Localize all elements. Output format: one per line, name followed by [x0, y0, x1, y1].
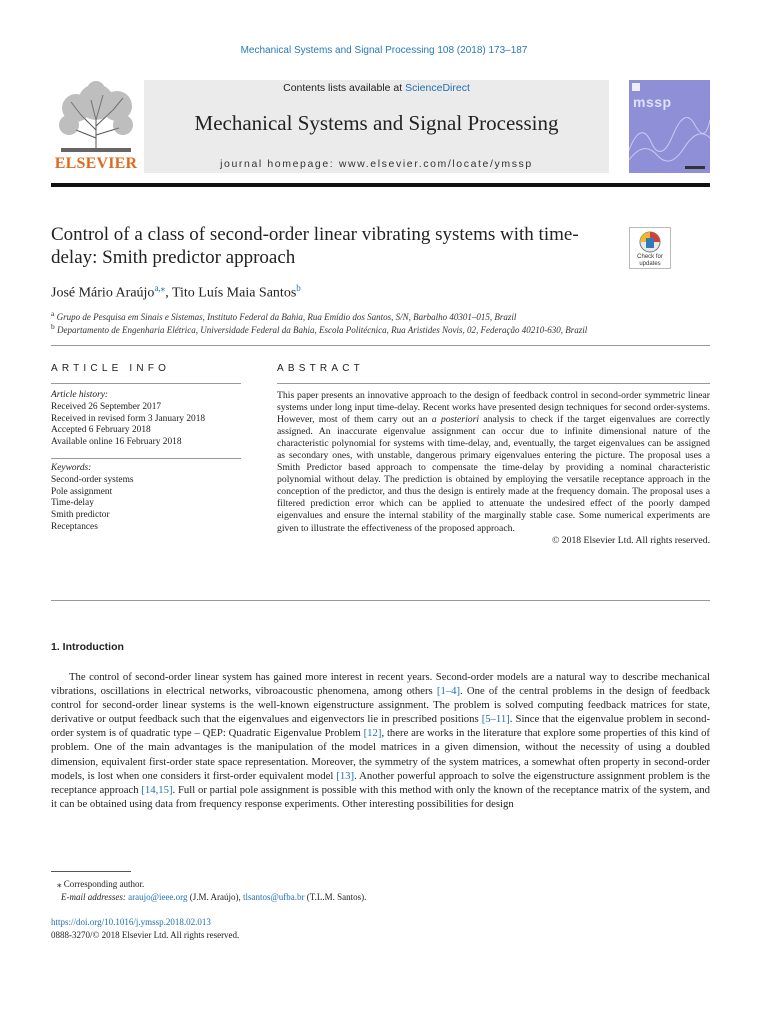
- header-rule: [51, 183, 710, 187]
- affiliation-a: $^a$ Grupo de Pesquisa em Sinais e Sistemas, Instituto Federal da Bahia, Rua Emídio dos Santos, S/N, Barbalho 40301–015, Brazil: [51, 309, 517, 322]
- author-name[interactable]: José Mário Araújo: [51, 285, 155, 301]
- doi-block: [51, 916, 239, 941]
- footnote-rule: [51, 871, 131, 872]
- author-affil-mark[interactable]: a,⁎: [154, 283, 166, 293]
- author-name[interactable]: Tito Luís Maia Santos: [171, 285, 297, 301]
- keyword-item: Smith predictor: [51, 510, 110, 521]
- keyword-item: Receptances: [51, 521, 98, 532]
- article-history: [51, 390, 241, 449]
- keyword-item: Pole assignment: [51, 486, 113, 497]
- article-info-rule: [51, 383, 241, 384]
- keyword-item: Second-order systems: [51, 474, 134, 485]
- doi-link[interactable]: https://doi.org/10.1016/j.ymssp.2018.02.013: [51, 917, 211, 927]
- history-keywords-rule: [51, 458, 241, 459]
- reference-link[interactable]: [14,15]: [141, 783, 173, 796]
- abstract-rule: [277, 383, 710, 384]
- history-item: Received 26 September 2017: [51, 401, 162, 412]
- corresponding-author-note: ⁎ Corresponding author.: [57, 879, 145, 889]
- history-item: Available online 16 February 2018: [51, 437, 182, 448]
- history-item: Accepted 6 February 2018: [51, 425, 151, 436]
- cover-title: mssp: [633, 94, 672, 110]
- abstract-body: This paper presents an innovative approach to the design of feedback control in second-order symmetric linear systems under long input time-delay. Recent works have presented design techniques for second order-systems. However, most of them carry out an a posteriori analysis to check if the target eigenvalues are correctly assigned. An inaccurate eigenvalue assignment can occur due to infinite dimensional nature of the characteristic polynomial for systems with time-delay, and, eventually, the target eigenvalues can be assigned as secondary ones, with unstable, dangerous primary eigenvalues entering the picture. The proposal uses a Smith Predictor based approach to compensate the time-delay by providing a nominal characteristic polynomial without delay. The prediction is obtained by employing the versatile receptance approach in the conception of the predictor, and thus the design is entirely made at the frequency domain. The proposal uses a filtered prediction error which can be applied to attenuate the undesired effect of the poorly damped eigenvalues and ensure the internal stability of the marginally stable case. Some numerical experiments are given to illustrate the effectiveness of the proposed approach. © 2018 Elsevier Ltd. All rights reserved.: [277, 390, 710, 546]
- introduction-paragraph: The control of second-order linear system has gained more interest in recent years. Second-order models are a natural way to describe mechanical vibrations, oscillations in electrical networks, vibroacoustic phenomena, among others [1–4]. One of the central problems in the design of feedback control for second-order linear systems is the well-known eigenstructure assignment. The problem is solved computing feedback matrices for state, derivative or output feedback such that the eigenvalues and eigenvectors lie in prescribed positions [5–11]. Since that the eigenvalue problem in second-order system is of quadratic type – QEP: Quadratic Eigenvalue Problem [12], there are works in the literature that explore some properties of this kind of problem. One of the main advantages is the manipulation of the model matrices in a given dimension, without the necessity of using a doubled dimension, equivalent first-order state space representation. Moreover, the symmetry of the system matrices, a somewhat often property in second-order models, is lost when one considers it first-order equivalent model [13]. Another powerful approach to solve the eigenstructure assignment problem is the receptance approach [14,15]. Full or partial pole assignment is possible with this method with only the known of the receptance matrix of the system, and it can be obtained using data from frequency response experiments. Other interesting possibilities for design: [51, 671, 711, 810]
- email-link[interactable]: araujo@ieee.org: [128, 891, 188, 902]
- email-addresses: E-mail addresses: araujo@ieee.org (J.M. Araújo), tlsantos@ufba.br (T.L.M. Santos).: [61, 891, 367, 902]
- affiliation-b: $^b$ Departamento de Engenharia Elétrica, Universidade Federal da Bahia, Escola Politécnica, Rua Aristides Novis, 02, Federação 40210-630, Brazil: [51, 322, 588, 335]
- elsevier-tree-icon: [51, 80, 141, 154]
- reference-link[interactable]: [1–4]: [436, 685, 461, 698]
- issn-line: 0888-3270/© 2018 Elsevier Ltd. All rights reserved.: [51, 929, 240, 940]
- abstract-copyright: © 2018 Elsevier Ltd. All rights reserved.: [551, 534, 710, 546]
- history-label: Article history:: [51, 390, 109, 400]
- history-item: Received in revised form 3 January 2018: [51, 413, 206, 424]
- article-title: Control of a class of second-order linear vibrating systems with time-delay: Smith predictor approach: [51, 224, 579, 268]
- abstract-bottom-rule: [51, 600, 710, 601]
- affiliation-rule: [51, 345, 710, 346]
- journal-homepage[interactable]: journal homepage: www.elsevier.com/locate/ymssp: [220, 158, 533, 170]
- elsevier-wordmark: ELSEVIER: [54, 155, 138, 172]
- sciencedirect-link[interactable]: ScienceDirect: [405, 82, 470, 94]
- cover-wave-graphic: [629, 80, 710, 173]
- abstract-heading: ABSTRACT: [277, 363, 364, 374]
- article-info-heading: ARTICLE INFO: [51, 363, 171, 374]
- journal-banner: [144, 80, 609, 173]
- author-affil-mark[interactable]: b: [296, 283, 301, 293]
- keywords-label: Keywords:: [51, 463, 92, 473]
- keywords: [51, 463, 241, 534]
- reference-link[interactable]: [13]: [336, 769, 355, 782]
- keyword-item: Time-delay: [51, 498, 94, 509]
- author-list: José Mário Araújo$^{a,⁎}$, Tito Luís Maia Santos$^b$: [51, 283, 301, 301]
- reference-link[interactable]: [5–11]: [481, 713, 510, 726]
- section-heading-introduction: 1. Introduction: [51, 641, 124, 653]
- masthead: [51, 80, 710, 173]
- check-for-updates-badge[interactable]: [629, 227, 671, 269]
- journal-cover-image[interactable]: [629, 80, 710, 173]
- crossmark-label: Check for updates: [637, 254, 663, 267]
- journal-name: Mechanical Systems and Signal Processing: [194, 111, 559, 135]
- footnotes: [51, 878, 710, 903]
- journal-citation[interactable]: Mechanical Systems and Signal Processing 108 (2018) 173–187: [240, 45, 528, 56]
- contents-line: Contents lists available at ScienceDirect: [283, 82, 470, 94]
- elsevier-logo[interactable]: [51, 80, 141, 173]
- email-link[interactable]: tlsantos@ufba.br: [243, 891, 305, 902]
- reference-link[interactable]: [12]: [363, 727, 382, 740]
